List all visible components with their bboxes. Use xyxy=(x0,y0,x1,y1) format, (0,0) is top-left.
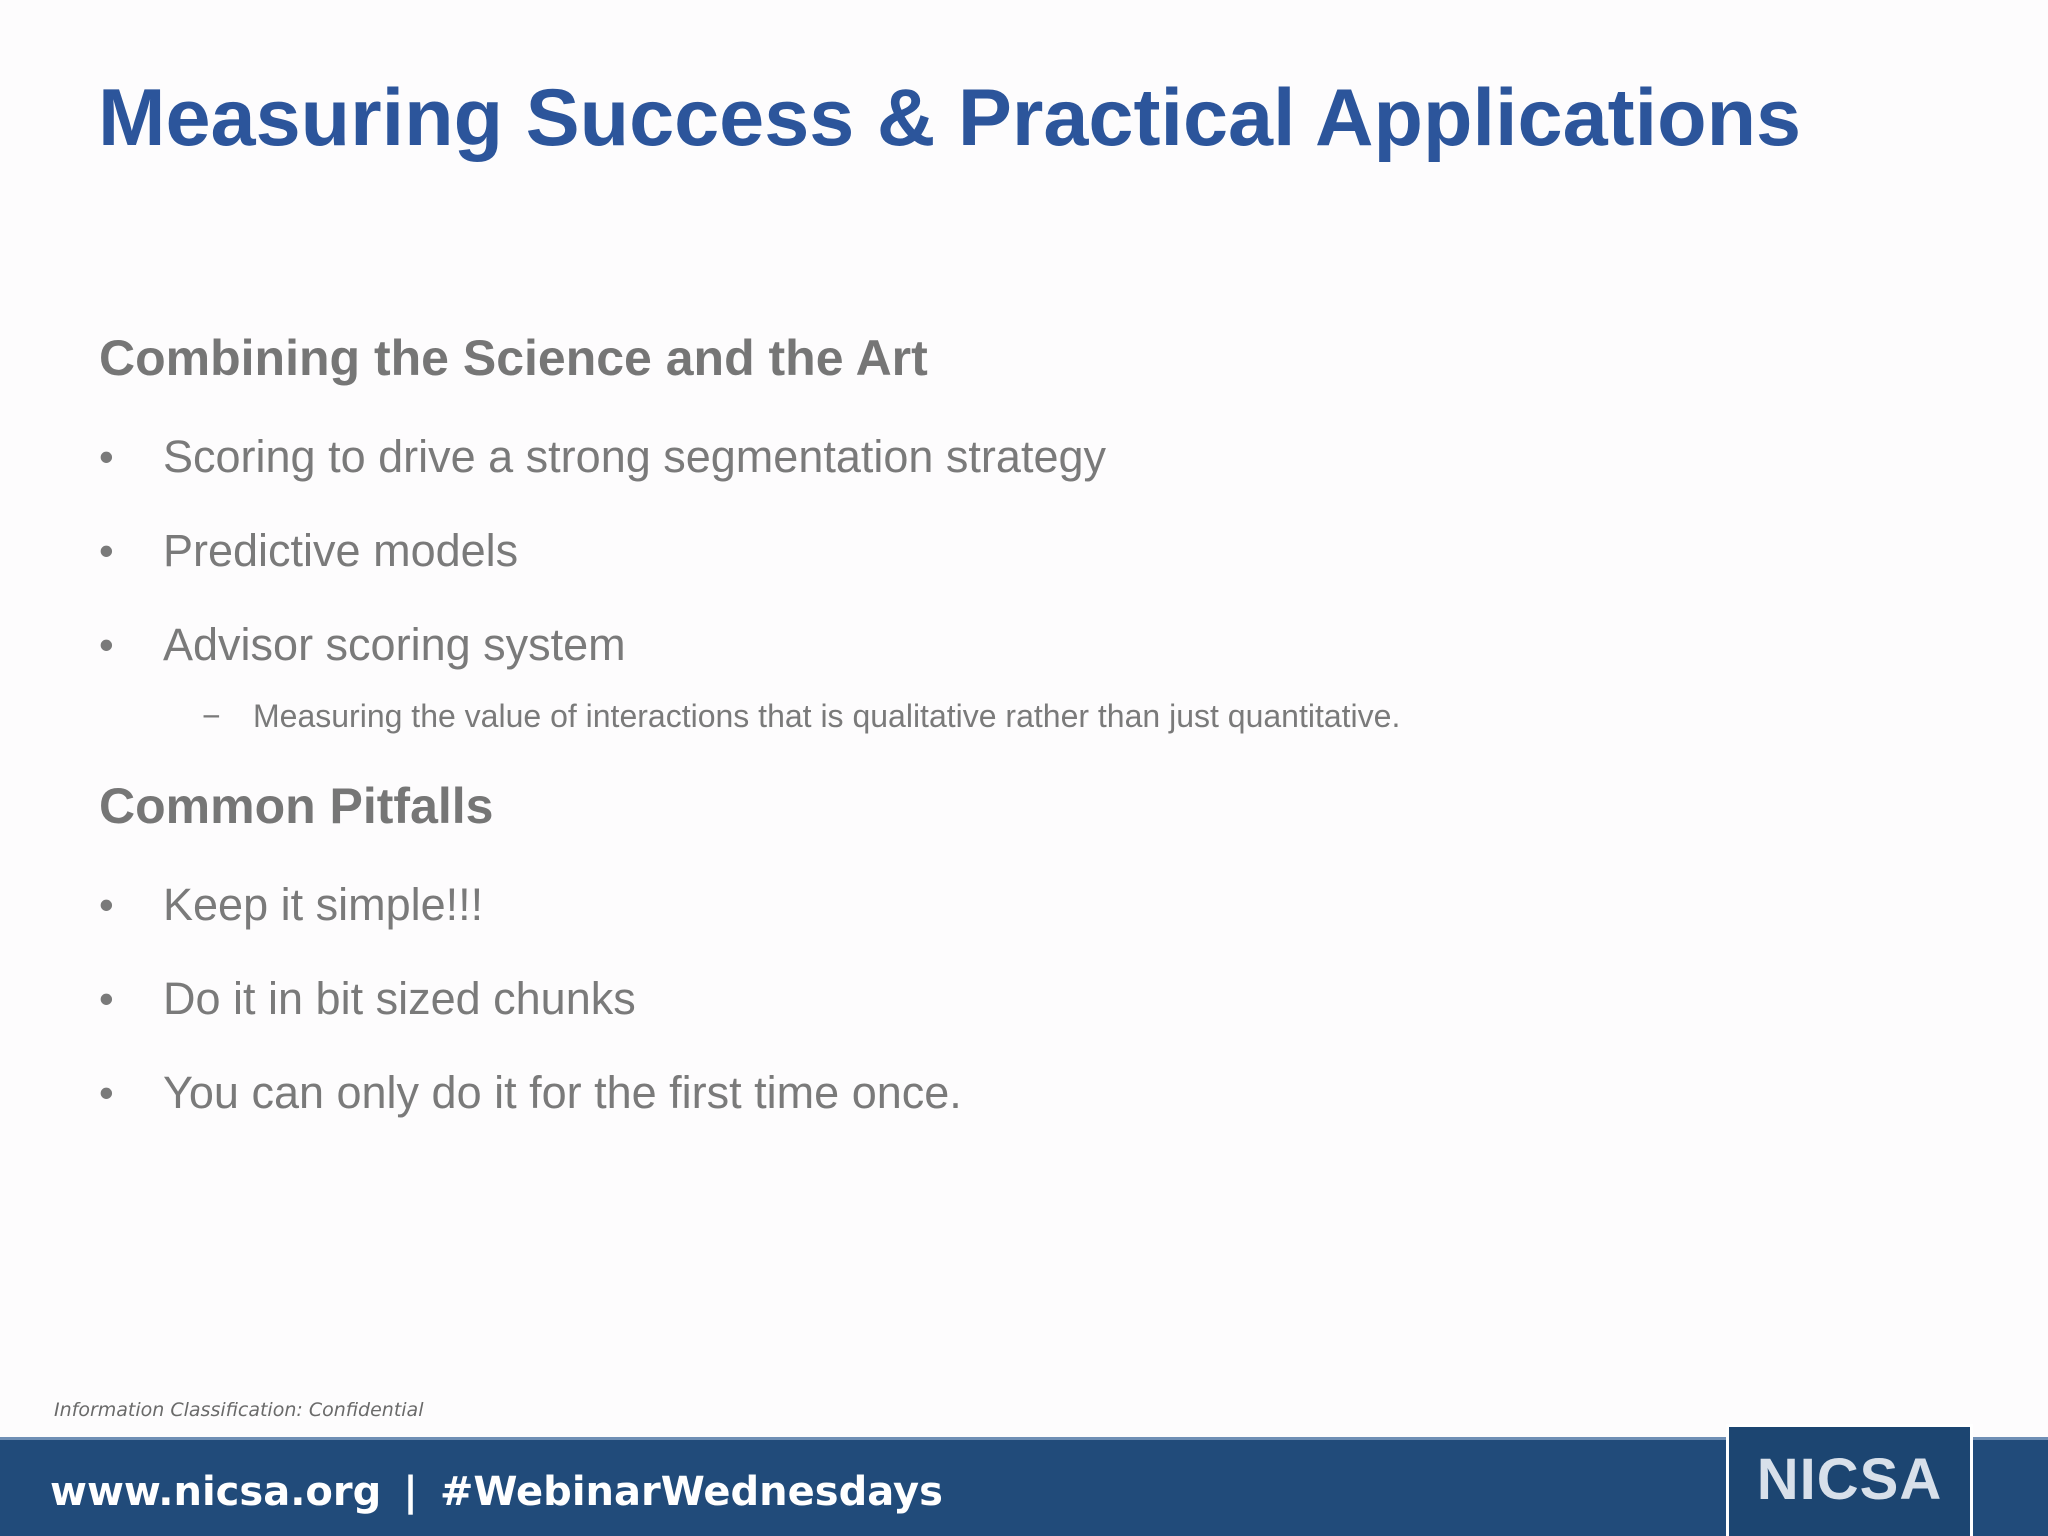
bullet-marker: • xyxy=(99,1069,114,1116)
sub-bullet-text: Measuring the value of interactions that is qualitative rather than just quantitative. xyxy=(253,698,1401,734)
section-heading-science-art: Combining the Science and the Art xyxy=(99,330,928,386)
footer-separator: | xyxy=(403,1469,418,1515)
bullet-text: Scoring to drive a strong segmentation strategy xyxy=(163,431,1107,482)
classification-label: Information Classification: Confidential xyxy=(54,1399,424,1421)
bullet-text: Do it in bit sized chunks xyxy=(163,973,636,1024)
bullet-marker: • xyxy=(99,621,114,668)
bullet-marker: • xyxy=(99,975,114,1022)
footer-website-link[interactable]: www.nicsa.org xyxy=(50,1469,382,1515)
section-heading-pitfalls: Common Pitfalls xyxy=(99,778,494,834)
bullet-marker: • xyxy=(99,527,114,574)
bullet-text: Keep it simple!!! xyxy=(163,879,484,930)
nicsa-logo xyxy=(1726,1424,1973,1536)
logo-text: NICSA xyxy=(1756,1447,1943,1512)
footer-hashtag: #WebinarWednesdays xyxy=(439,1469,943,1515)
sub-bullet-marker: − xyxy=(202,698,221,734)
bullet-text: You can only do it for the first time once. xyxy=(163,1067,962,1118)
bullet-text: Predictive models xyxy=(163,525,519,576)
bullet-item xyxy=(0,427,1700,487)
bullet-item xyxy=(0,521,1700,581)
bullet-marker: • xyxy=(99,433,114,480)
bullet-item xyxy=(0,1063,1700,1123)
sub-bullet-item xyxy=(0,694,1700,738)
bullet-text: Advisor scoring system xyxy=(163,619,626,670)
bullet-item xyxy=(0,969,1700,1029)
bullet-item xyxy=(0,875,1700,935)
bullet-marker: • xyxy=(99,881,114,928)
footer-text xyxy=(50,1464,943,1520)
bullet-item xyxy=(0,615,1700,675)
slide-title: Measuring Success & Practical Applications xyxy=(98,73,1802,163)
